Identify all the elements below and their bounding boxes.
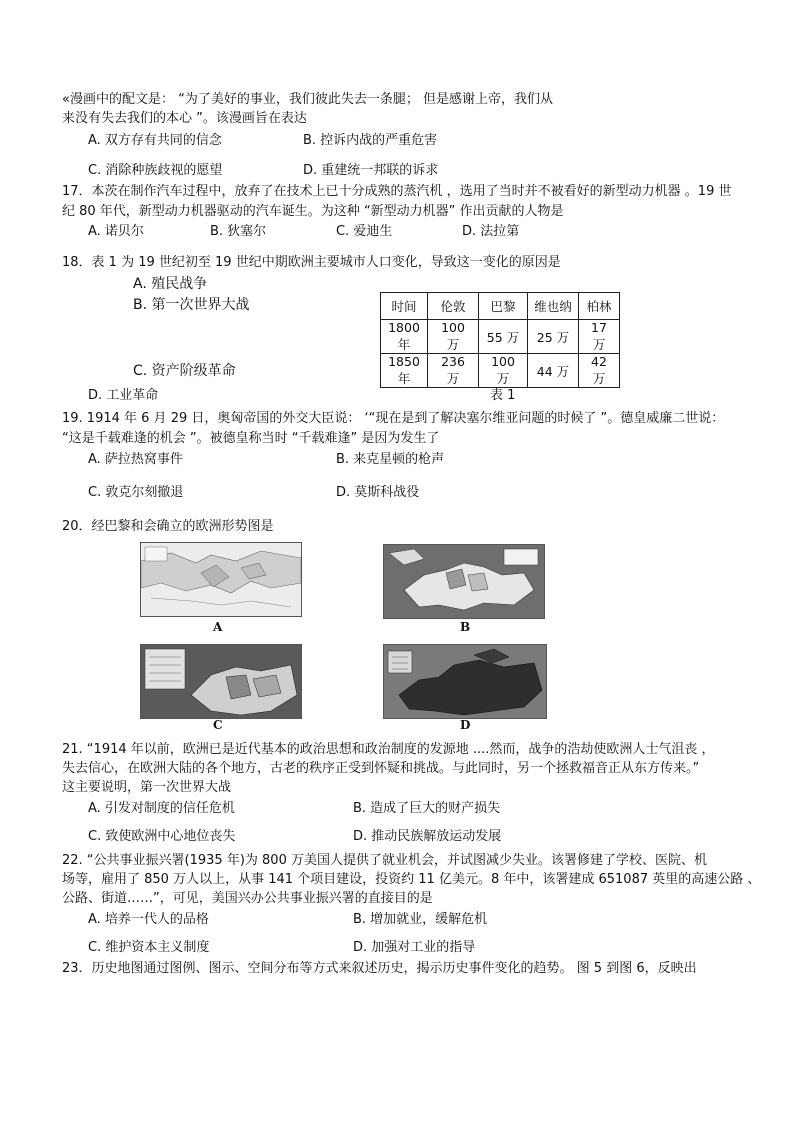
table-row: [381, 320, 620, 354]
population-table: [380, 292, 620, 388]
q19-option-c[interactable]: C. 敦克尔刻撤退: [88, 485, 184, 500]
q16-option-b[interactable]: B. 控诉内战的严重危害: [303, 133, 438, 148]
q19-stem-line1: 19. 1914 年 6 月 29 日，奥匈帝国的外交大臣说： ‘“现在是到了解决塞尔维亚问题的时候了 ”。德皇威廉二世说：: [62, 411, 725, 426]
table-cell: 236 万: [428, 354, 479, 388]
table-cell: 1800 年: [381, 320, 428, 354]
q17-stem-line2: 纪 80 年代，新型动力机器驱动的汽车诞生。为这种 “新型动力机器” 作出贡献的人物是: [62, 204, 564, 219]
q21-stem-line3: 这主要说明，第一次世界大战: [62, 780, 232, 795]
map-option-d[interactable]: [383, 644, 547, 719]
q22-stem-line1: 22. “公共事业振兴署(1935 年)为 800 万美国人提供了就业机会，并试图减少失业。该署修建了学校、医院、机: [62, 853, 707, 868]
table-cell: 17 万: [579, 320, 620, 354]
table-cell: 25 万: [528, 320, 579, 354]
q22-stem-line2: 场等，雇用了 850 万人以上，从事 141 个项目建设，投资约 11 亿美元。8 年中，该署建成 651087 英里的高速公路 、: [62, 872, 761, 887]
q20-stem: 20．经巴黎和会确立的欧洲形势图是: [62, 519, 274, 534]
q18-option-a[interactable]: A. 殖民战争: [133, 276, 208, 292]
table-cell: 44 万: [528, 354, 579, 388]
table-header-cell: 伦敦: [428, 293, 479, 320]
q21-option-b[interactable]: B. 造成了巨大的财产损失: [353, 801, 501, 816]
q18-option-c[interactable]: C. 资产阶级革命: [133, 363, 236, 379]
table-row: [381, 354, 620, 388]
table-cell: 55 万: [479, 320, 528, 354]
table-header-cell: 维也纳: [528, 293, 579, 320]
q22-option-d[interactable]: D. 加强对工业的指导: [353, 940, 476, 955]
q17-option-a[interactable]: A. 诺贝尔: [88, 224, 144, 239]
map-label-a: A: [213, 620, 223, 634]
map-option-b[interactable]: [383, 544, 545, 619]
q21-option-d[interactable]: D. 推动民族解放运动发展: [353, 829, 502, 844]
q16-option-d[interactable]: D. 重建统一邦联的诉求: [303, 163, 439, 178]
q21-stem-line1: 21. “1914 年以前，欧洲已是近代基本的政治思想和政治制度的发源地 ....然而，战争的浩劫使欧洲人士气沮丧 ，: [62, 742, 715, 757]
table-cell: 100 万: [428, 320, 479, 354]
table-header-cell: 柏林: [579, 293, 620, 320]
q18-stem: 18．表 1 为 19 世纪初至 19 世纪中期欧洲主要城市人口变化，导致这一变化的原因是: [62, 255, 561, 270]
q17-option-b[interactable]: B. 狄塞尔: [210, 224, 267, 239]
q19-stem-line2: “这是千载难逢的机会 ”。被德皇称当时 “千载难逢” 是因为发生了: [62, 431, 440, 446]
q23-stem: 23．历史地图通过图例、图示、空间分布等方式来叙述历史，揭示历史事件变化的趋势。 图 5 到图 6，反映出: [62, 961, 697, 976]
q19-option-b[interactable]: B. 来克星顿的枪声: [336, 452, 445, 467]
map-label-d: D: [460, 718, 471, 732]
table-header-row: [381, 293, 620, 320]
table-header-cell: 时间: [381, 293, 428, 320]
q16-option-a[interactable]: A. 双方存有共同的信念: [88, 133, 222, 148]
q17-option-c[interactable]: C. 爱迪生: [336, 224, 393, 239]
q21-option-c[interactable]: C. 致使欧洲中心地位丧失: [88, 829, 236, 844]
q19-option-a[interactable]: A. 萨拉热窝事件: [88, 452, 183, 467]
table-header-cell: 巴黎: [479, 293, 528, 320]
q16-option-c[interactable]: C. 消除种族歧视的愿望: [88, 163, 223, 178]
q21-stem-line2: 失去信心，在欧洲大陆的各个地方，古老的秩序正受到怀疑和挑战。与此同时，另一个拯救福音正从东方传来。”: [62, 761, 700, 776]
map-label-c: C: [213, 718, 223, 732]
q16-stem-line1: «漫画中的配文是： “为了美好的事业，我们彼此失去一条腿； 但是感谢上帝，我们从: [62, 92, 553, 107]
q18-option-b[interactable]: B. 第一次世界大战: [133, 297, 250, 313]
q17-option-d[interactable]: D. 法拉第: [462, 224, 520, 239]
q19-option-d[interactable]: D. 莫斯科战役: [336, 485, 420, 500]
table-cell: 100 万: [479, 354, 528, 388]
table-cell: 1850 年: [381, 354, 428, 388]
table-cell: 42 万: [579, 354, 620, 388]
q18-option-d[interactable]: D. 工业革命: [88, 388, 159, 403]
q22-option-c[interactable]: C. 维护资本主义制度: [88, 940, 210, 955]
map-label-b: B: [460, 620, 471, 634]
table-caption: 表 1: [490, 388, 516, 403]
map-option-c[interactable]: [140, 644, 302, 719]
q22-option-a[interactable]: A. 培养一代人的品格: [88, 912, 209, 927]
q16-stem-line2: 来没有失去我们的本心 ”。该漫画旨在表达: [62, 111, 307, 126]
q22-option-b[interactable]: B. 增加就业，缓解危机: [353, 912, 488, 927]
map-option-a[interactable]: [140, 542, 302, 617]
q22-stem-line3: 公路、街道……”，可见，美国兴办公共事业振兴署的直接目的是: [62, 891, 433, 906]
q17-stem-line1: 17．本茨在制作汽车过程中，放弃了在技术上已十分成熟的蒸汽机 ，选用了当时并不被看好的新型动力机器 。19 世: [62, 184, 732, 199]
q21-option-a[interactable]: A. 引发对制度的信任危机: [88, 801, 235, 816]
